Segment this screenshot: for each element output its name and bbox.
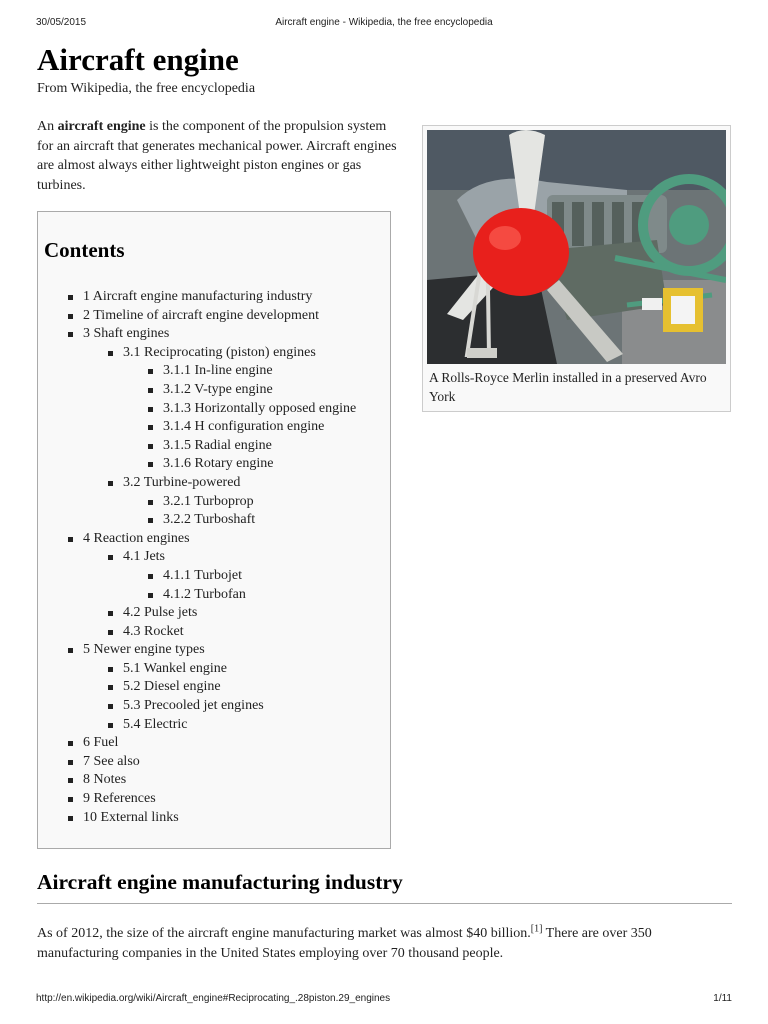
bullet-icon bbox=[108, 685, 113, 690]
table-of-contents bbox=[37, 211, 391, 849]
toc-link[interactable]: 4.3 Rocket bbox=[123, 623, 184, 639]
toc-link[interactable]: 5.4 Electric bbox=[123, 716, 188, 732]
toc-link[interactable]: 9 References bbox=[83, 791, 156, 807]
bullet-icon bbox=[108, 351, 113, 356]
toc-link[interactable]: 2 Timeline of aircraft engine development bbox=[83, 307, 319, 323]
section-heading: Aircraft engine manufacturing industry bbox=[37, 870, 403, 894]
bullet-icon bbox=[148, 369, 153, 374]
toc-link[interactable]: 1 Aircraft engine manufacturing industry bbox=[83, 289, 313, 304]
bullet-icon bbox=[68, 816, 73, 821]
toc-link[interactable]: 3.1.4 H configuration engine bbox=[163, 419, 325, 435]
toc-link[interactable]: 3.1.6 Rotary engine bbox=[163, 456, 274, 472]
bullet-icon bbox=[148, 518, 153, 523]
toc-link[interactable]: 5.1 Wankel engine bbox=[123, 660, 227, 676]
bullet-icon bbox=[148, 444, 153, 449]
toc-link[interactable]: 7 See also bbox=[83, 753, 140, 769]
toc-link[interactable]: 10 External links bbox=[83, 809, 179, 825]
bullet-icon bbox=[108, 481, 113, 486]
bullet-icon bbox=[148, 574, 153, 579]
toc-link[interactable]: 4.2 Pulse jets bbox=[123, 605, 198, 621]
paragraph-text-end: There are over 350 manufacturing companies in the United States employing over 70 thousand people. bbox=[37, 926, 652, 961]
paragraph-text-start: As of 2012, the size of the aircraft engine manufacturing market was almost $40 billion. bbox=[37, 926, 531, 941]
page-tagline: From Wikipedia, the free encyclopedia bbox=[37, 81, 256, 96]
print-url: http://en.wikipedia.org/wiki/Aircraft_engine#Reciprocating_.28piston.29_engines bbox=[36, 993, 391, 1004]
bullet-icon bbox=[108, 667, 113, 672]
toc-link[interactable]: 8 Notes bbox=[83, 772, 127, 788]
intro-text-start: An bbox=[37, 119, 58, 134]
toc-link[interactable]: 3.1.1 In-line engine bbox=[163, 363, 273, 379]
section-divider bbox=[37, 903, 732, 904]
bullet-icon bbox=[68, 648, 73, 653]
page-title: Aircraft engine bbox=[37, 42, 239, 77]
toc-link[interactable]: 3.1.5 Radial engine bbox=[163, 437, 272, 453]
toc-link[interactable]: 6 Fuel bbox=[83, 735, 119, 751]
bullet-icon bbox=[108, 611, 113, 616]
bullet-icon bbox=[148, 425, 153, 430]
citation-link[interactable]: [1] bbox=[530, 923, 543, 935]
bullet-icon bbox=[108, 723, 113, 728]
bullet-icon bbox=[68, 332, 73, 337]
intro-paragraph bbox=[37, 117, 397, 195]
toc-title: Contents bbox=[44, 238, 125, 262]
bullet-icon bbox=[148, 500, 153, 505]
bullet-icon bbox=[68, 295, 73, 300]
toc-link[interactable]: 3 Shaft engines bbox=[83, 326, 170, 342]
toc-link[interactable]: 4.1.1 Turbojet bbox=[163, 567, 242, 583]
bullet-icon bbox=[148, 593, 153, 598]
bullet-icon bbox=[148, 407, 153, 412]
figure-box bbox=[422, 125, 731, 412]
bullet-icon bbox=[68, 778, 73, 783]
toc-link[interactable]: 3.1.3 Horizontally opposed engine bbox=[163, 400, 357, 416]
intro-bold-term: aircraft engine bbox=[57, 119, 146, 134]
bullet-icon bbox=[68, 537, 73, 542]
bullet-icon bbox=[108, 555, 113, 560]
bullet-icon bbox=[68, 314, 73, 319]
toc-link[interactable]: 3.2 Turbine-powered bbox=[123, 474, 241, 490]
print-page-title: Aircraft engine - Wikipedia, the free encyclopedia bbox=[275, 17, 493, 28]
print-footer bbox=[36, 993, 732, 1007]
section-paragraph bbox=[37, 924, 732, 964]
toc-link[interactable]: 4.1.2 Turbofan bbox=[163, 586, 246, 602]
intro-text-end: is the component of the propulsion system for an aircraft that generates mechanical power. Aircraft engines are almost always either lightweight piston engines or gas turbines. bbox=[37, 119, 397, 193]
bullet-icon bbox=[68, 797, 73, 802]
toc-link[interactable]: 3.1.2 V-type engine bbox=[163, 381, 273, 397]
print-date: 30/05/2015 bbox=[36, 17, 87, 28]
bullet-icon bbox=[108, 630, 113, 635]
figure-caption: A Rolls-Royce Merlin installed in a preserved Avro York bbox=[429, 370, 707, 404]
print-header bbox=[36, 17, 732, 31]
bullet-icon bbox=[68, 741, 73, 746]
bullet-icon bbox=[148, 462, 153, 467]
bullet-icon bbox=[148, 388, 153, 393]
toc-link[interactable]: 4 Reaction engines bbox=[83, 530, 190, 546]
bullet-icon bbox=[68, 760, 73, 765]
toc-link[interactable]: 5.3 Precooled jet engines bbox=[123, 698, 264, 714]
toc-link[interactable]: 5.2 Diesel engine bbox=[123, 679, 221, 695]
toc-link[interactable]: 3.2.2 Turboshaft bbox=[163, 512, 256, 528]
toc-link[interactable]: 4.1 Jets bbox=[123, 549, 165, 565]
page-number: 1/11 bbox=[713, 993, 732, 1004]
toc-link[interactable]: 5 Newer engine types bbox=[83, 642, 205, 658]
toc-link[interactable]: 3.2.1 Turboprop bbox=[163, 493, 254, 509]
toc-link[interactable]: 3.1 Reciprocating (piston) engines bbox=[123, 344, 316, 360]
bullet-icon bbox=[108, 704, 113, 709]
engine-photo[interactable] bbox=[427, 130, 726, 364]
